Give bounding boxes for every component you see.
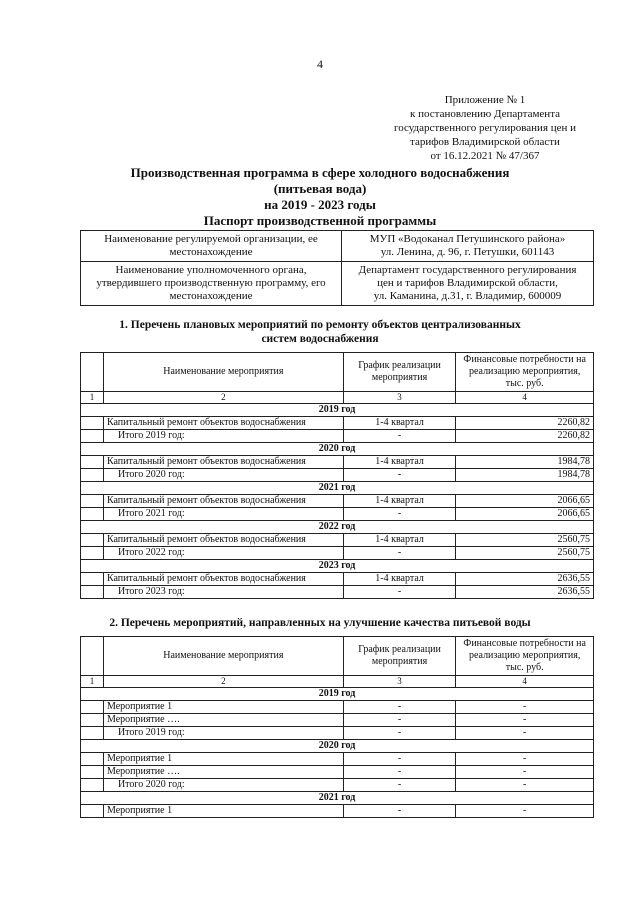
- item-schedule: 1-4 квартал: [343, 417, 456, 430]
- passport-row: [81, 262, 594, 306]
- item-schedule: -: [343, 766, 456, 779]
- item-amount: 1984,78: [456, 456, 594, 469]
- total-label: Итого 2020 год:: [103, 469, 343, 482]
- passport-label: Наименование уполномоченного органа, утвердившего производственную программу, его местонахождение: [81, 262, 342, 306]
- header-cell: Наименование мероприятия: [103, 637, 343, 676]
- total-amount: 2260,82: [456, 430, 594, 443]
- header-cell: [81, 353, 104, 392]
- passport-value-line: ул. Каманина, д.31, г. Владимир, 600009: [373, 290, 562, 302]
- table-row: [81, 495, 594, 508]
- section2-title: 2. Перечень мероприятий, направленных на улучшение качества питьевой воды: [109, 617, 531, 629]
- item-name: Капитальный ремонт объектов водоснабжения: [103, 534, 343, 547]
- column-number: 1: [81, 676, 104, 688]
- passport-value-line: МУП «Водоканал Петушинского района»: [369, 233, 566, 245]
- year-label: 2021 год: [81, 482, 594, 495]
- total-schedule: -: [343, 779, 456, 792]
- column-number-row: [81, 676, 594, 688]
- table-row: [81, 534, 594, 547]
- passport-row: [81, 231, 594, 262]
- item-name: Капитальный ремонт объектов водоснабжения: [103, 495, 343, 508]
- total-row: [81, 727, 594, 740]
- total-amount: -: [456, 727, 594, 740]
- table-header-row: [81, 637, 594, 676]
- passport-table: [80, 230, 594, 306]
- item-name: Мероприятие ….: [103, 714, 343, 727]
- passport-value-line: ул. Ленина, д. 96, г. Петушки, 601143: [380, 246, 555, 258]
- year-label: 2020 год: [81, 740, 594, 753]
- year-row: [81, 404, 594, 417]
- table-row: [81, 456, 594, 469]
- year-label: 2023 год: [81, 560, 594, 573]
- table-row: [81, 573, 594, 586]
- appendix-line: тарифов Владимирской области: [410, 136, 560, 148]
- total-schedule: -: [343, 469, 456, 482]
- item-name: Капитальный ремонт объектов водоснабжения: [103, 573, 343, 586]
- column-number: 2: [103, 676, 343, 688]
- total-schedule: -: [343, 547, 456, 560]
- header-cell: График реализации мероприятия: [343, 353, 456, 392]
- total-label: Итого 2019 год:: [103, 430, 343, 443]
- item-schedule: 1-4 квартал: [343, 456, 456, 469]
- total-label: Итого 2023 год:: [103, 586, 343, 599]
- header-cell: График реализации мероприятия: [343, 637, 456, 676]
- total-amount: 2560,75: [456, 547, 594, 560]
- table-row: [81, 714, 594, 727]
- year-label: 2020 год: [81, 443, 594, 456]
- item-amount: 2066,65: [456, 495, 594, 508]
- year-row: [81, 688, 594, 701]
- total-row: [81, 586, 594, 599]
- total-row: [81, 547, 594, 560]
- table-row: [81, 701, 594, 714]
- item-schedule: -: [343, 714, 456, 727]
- year-label: 2019 год: [81, 404, 594, 417]
- year-label: 2021 год: [81, 792, 594, 805]
- year-row: [81, 792, 594, 805]
- item-name: Мероприятие ….: [103, 766, 343, 779]
- item-schedule: 1-4 квартал: [343, 495, 456, 508]
- item-amount: 2636,55: [456, 573, 594, 586]
- total-label: Итого 2022 год:: [103, 547, 343, 560]
- item-name: Капитальный ремонт объектов водоснабжения: [103, 456, 343, 469]
- column-number: 3: [343, 392, 456, 404]
- passport-title: Паспорт производственной программы: [203, 213, 437, 228]
- table-row: [81, 417, 594, 430]
- item-amount: 2560,75: [456, 534, 594, 547]
- item-amount: -: [456, 753, 594, 766]
- year-label: 2019 год: [81, 688, 594, 701]
- column-number: 4: [456, 392, 594, 404]
- passport-label: Наименование регулируемой организации, ее местонахождение: [81, 231, 342, 262]
- total-amount: 2636,55: [456, 586, 594, 599]
- item-schedule: -: [343, 701, 456, 714]
- year-row: [81, 560, 594, 573]
- item-amount: -: [456, 805, 594, 818]
- total-schedule: -: [343, 586, 456, 599]
- table-header-row: [81, 353, 594, 392]
- section1-title: [0, 318, 640, 346]
- total-row: [81, 430, 594, 443]
- total-amount: 1984,78: [456, 469, 594, 482]
- appendix-line: к постановлению Департамента: [409, 108, 561, 120]
- section1-title-line: систем водоснабжения: [261, 333, 379, 345]
- column-number: 2: [103, 392, 343, 404]
- total-row: [81, 469, 594, 482]
- total-label: Итого 2019 год:: [103, 727, 343, 740]
- total-row: [81, 508, 594, 521]
- passport-value-line: цен и тарифов Владимирской области,: [377, 277, 558, 289]
- passport-value: [342, 231, 594, 262]
- column-number: 1: [81, 392, 104, 404]
- header-cell: Наименование мероприятия: [103, 353, 343, 392]
- total-label: Итого 2020 год:: [103, 779, 343, 792]
- header-cell: [81, 637, 104, 676]
- item-amount: -: [456, 766, 594, 779]
- item-name: Мероприятие 1: [103, 753, 343, 766]
- year-row: [81, 521, 594, 534]
- item-schedule: -: [343, 753, 456, 766]
- total-label: Итого 2021 год:: [103, 508, 343, 521]
- item-amount: -: [456, 701, 594, 714]
- total-schedule: -: [343, 430, 456, 443]
- column-number: 4: [456, 676, 594, 688]
- total-amount: 2066,65: [456, 508, 594, 521]
- section1-title-line: 1. Перечень плановых мероприятий по ремонту объектов централизованных: [119, 319, 521, 331]
- total-row: [81, 779, 594, 792]
- water-quality-table: [80, 636, 594, 818]
- item-name: Капитальный ремонт объектов водоснабжения: [103, 417, 343, 430]
- table-row: [81, 805, 594, 818]
- total-schedule: -: [343, 508, 456, 521]
- appendix-block: [380, 93, 590, 163]
- table-row: [81, 766, 594, 779]
- year-row: [81, 482, 594, 495]
- program-title: Производственная программа в сфере холодного водоснабжения: [130, 165, 510, 180]
- year-label: 2022 год: [81, 521, 594, 534]
- item-name: Мероприятие 1: [103, 805, 343, 818]
- page-number: 4: [317, 57, 323, 71]
- appendix-line: Приложение № 1: [444, 94, 526, 106]
- item-amount: -: [456, 714, 594, 727]
- appendix-line: государственного регулирования цен и: [393, 122, 577, 134]
- table-row: [81, 753, 594, 766]
- total-schedule: -: [343, 727, 456, 740]
- passport-value: [342, 262, 594, 306]
- item-name: Мероприятие 1: [103, 701, 343, 714]
- item-schedule: -: [343, 805, 456, 818]
- item-amount: 2260,82: [456, 417, 594, 430]
- passport-value-line: Департамент государственного регулирования: [358, 264, 577, 276]
- column-number: 3: [343, 676, 456, 688]
- repair-plan-table: [80, 352, 594, 599]
- total-amount: -: [456, 779, 594, 792]
- header-cell: Финансовые потребности на реализацию мероприятия, тыс. руб.: [456, 637, 594, 676]
- year-row: [81, 443, 594, 456]
- appendix-line: от 16.12.2021 № 47/367: [430, 150, 540, 162]
- header-cell: Финансовые потребности на реализацию мероприятия, тыс. руб.: [456, 353, 594, 392]
- column-number-row: [81, 392, 594, 404]
- program-years: на 2019 - 2023 годы: [264, 197, 376, 212]
- item-schedule: 1-4 квартал: [343, 573, 456, 586]
- item-schedule: 1-4 квартал: [343, 534, 456, 547]
- program-subtitle: (питьевая вода): [273, 181, 367, 196]
- year-row: [81, 740, 594, 753]
